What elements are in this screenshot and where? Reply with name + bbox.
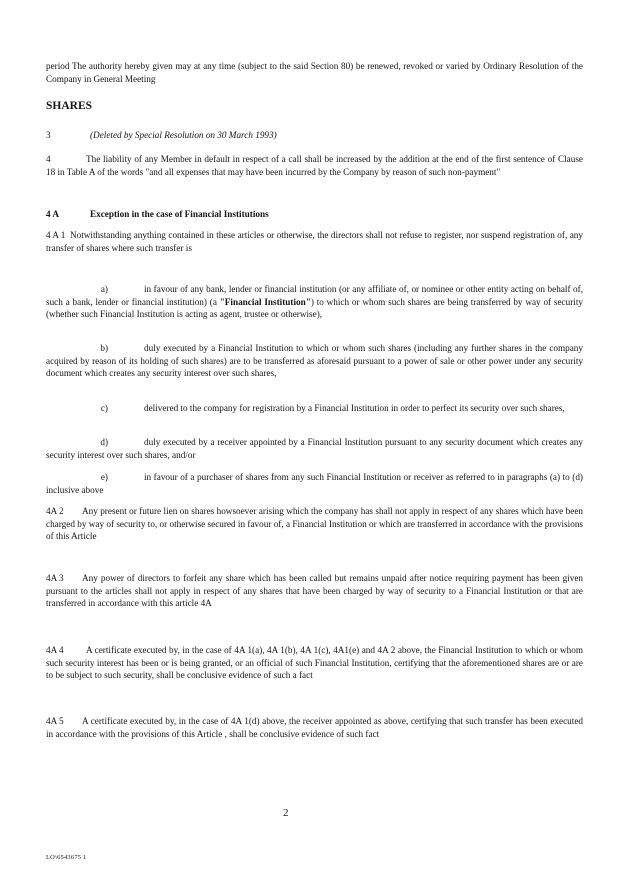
item-b-text: duly executed by a Financial Institution to which or whom such shares (including any further shares in the company acquired by reason of its holding of such shares) are to be transferred as aforesaid pursuant to a power of sale or other power under any security document which creates any security interest over such shares,: [46, 343, 583, 379]
clause-4a3-text: Any power of directors to forfeit any share which has been called but remains unpaid after notice requiring payment has been given pursuant to the articles shall not apply in respect of any shares that have been charged by way of security to a Financial Institution or that are transferred in accordance with this article 4A: [46, 573, 583, 609]
item-e-text: in favour of a purchaser of shares from any such Financial Institution or receiver as referred to in paragraphs (a) to (d) inclusive above: [46, 472, 583, 495]
item-a-defined-term: "Financial Institution": [219, 296, 311, 307]
clause-4a2-number: 4A 2: [46, 506, 64, 516]
item-d: [46, 436, 583, 461]
clause-4a1-text: Notwithstanding anything contained in these articles or otherwise, the directors shall not refuse to register, nor suspend registration of, any transfer of shares where such transfer is: [46, 230, 583, 253]
clause-4a1-number: 4 A 1: [46, 230, 66, 240]
clause-4a4-text: A certificate executed by, in the case of 4A 1(a), 4A 1(b), 4A 1(c), 4A1(e) and 4A 2 above, the Financial Institution to which or whom such security interest has been or is being granted, or an official of such Financial Institution, certifying that the aforementioned shares are or are to be subject to such security, shall be conclusive evidence of such a fact: [46, 645, 583, 681]
clause-4-number: 4: [46, 154, 51, 164]
clause-4a5-number: 4A 5: [46, 716, 64, 726]
item-e-label: e): [100, 472, 108, 482]
clause-4a5: [46, 715, 583, 740]
clause-4a2: [46, 505, 583, 543]
item-d-text: duly executed by a receiver appointed by a Financial Institution pursuant to any security document which creates any security interest over such shares, and/or: [46, 437, 583, 460]
clause-4a-title: Exception in the case of Financial Institutions: [90, 209, 269, 219]
paragraph-period: period The authority hereby given may at any time (subject to the said Section 80) be renewed, revoked or varied by Ordinary Resolution of the Company in General Meeting: [46, 61, 583, 84]
item-a-text-after: ) to which or whom such shares are being transferred by way of security (whether such Financial Institution is acting as agent, trustee or otherwise),: [46, 296, 583, 320]
clause-4a3: [46, 572, 583, 610]
item-c-text: delivered to the company for registration by a Financial Institution in order to perfect its security over such shares,: [144, 403, 565, 413]
item-d-label: d): [100, 437, 108, 447]
clause-4: [46, 153, 583, 178]
clause-3-text: (Deleted by Special Resolution on 30 March 1993): [90, 130, 277, 140]
clause-4a1: [46, 229, 583, 254]
item-a-text-before: in favour of any bank, lender or financial institution (or any affiliate of, or nominee or other entity acting on behalf of, such a bank, lender or financial institution) (a: [46, 284, 583, 307]
clause-3: [46, 129, 583, 142]
item-c-label: c): [100, 403, 108, 413]
item-b-label: b): [100, 343, 108, 353]
clause-4a5-text: A certificate executed by, in the case of 4A 1(d) above, the receiver appointed as above, certifying that such transfer has been executed in accordance with the provisions of this Article , shall be conclusive evidence of such fact: [46, 716, 583, 739]
clause-4-text: The liability of any Member in default in respect of a call shall be increased by the addition at the end of the first sentence of Clause 18 in Table A of the words "and all expenses that may have been incurred by the Company by reason of such non-payment": [46, 154, 583, 177]
clause-4a-number: 4 A: [46, 209, 60, 219]
item-c: [46, 402, 583, 415]
page-number: 2: [283, 807, 289, 819]
clause-4a4: [46, 644, 583, 682]
heading-shares: SHARES: [46, 100, 93, 112]
item-a: [46, 283, 583, 321]
item-e: [46, 471, 583, 496]
document-reference: LO\6543675 1: [46, 854, 87, 861]
clause-4a-heading: [46, 208, 583, 221]
clause-4a2-text: Any present or future lien on shares howsoever arising which the company has shall not apply in respect of any shares which have been charged by way of security to, or otherwise secured in favour of, a Financial Institution or which are transferred in accordance with the provisions of this Article: [46, 506, 583, 542]
item-a-label: a): [100, 284, 108, 294]
clause-3-number: 3: [46, 130, 51, 140]
clause-4a4-number: 4A 4: [46, 645, 64, 655]
clause-4a3-number: 4A 3: [46, 573, 64, 583]
item-b: [46, 342, 583, 380]
